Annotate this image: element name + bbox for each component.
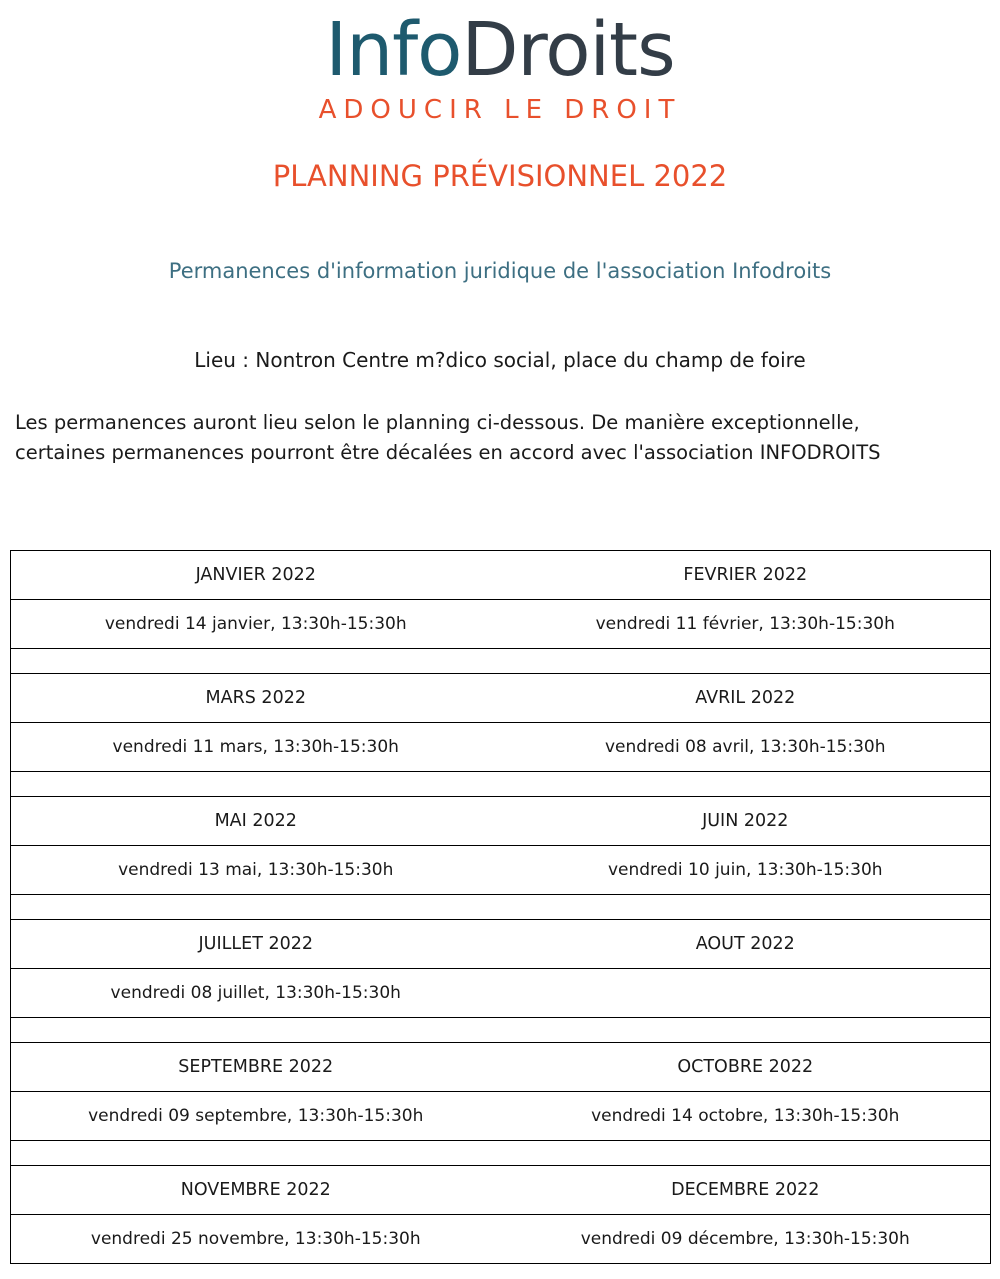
table-row (11, 797, 991, 846)
session-date: vendredi 09 septembre, 13:30h-15:30h (11, 1092, 501, 1141)
spacer-cell (11, 895, 991, 920)
logo-part-info: Info (325, 7, 462, 93)
table-row (11, 846, 991, 895)
session-date: vendredi 08 avril, 13:30h-15:30h (501, 723, 991, 772)
table-row (11, 1092, 991, 1141)
table-row (11, 920, 991, 969)
month-header: MARS 2022 (11, 674, 501, 723)
spacer-row (11, 1018, 991, 1043)
logo-tagline: ADOUCIR LE DROIT (318, 95, 682, 125)
table-row (11, 1215, 991, 1264)
session-date: vendredi 14 janvier, 13:30h-15:30h (11, 600, 501, 649)
intro-line-2: certaines permanences pourront être décalées en accord avec l'association INFODROITS (15, 441, 881, 464)
table-row (11, 969, 991, 1018)
page-title: PLANNING PRÉVISIONNEL 2022 (272, 159, 728, 193)
location-text: Lieu : Nontron Centre m?dico social, place du champ de foire (194, 348, 806, 372)
spacer-cell (11, 772, 991, 797)
session-date: vendredi 14 octobre, 13:30h-15:30h (501, 1092, 991, 1141)
month-header: JUILLET 2022 (11, 920, 501, 969)
spacer-row (11, 1141, 991, 1166)
month-header: DECEMBRE 2022 (501, 1166, 991, 1215)
intro-paragraph (15, 408, 990, 468)
session-date: vendredi 10 juin, 13:30h-15:30h (501, 846, 991, 895)
month-header: AOUT 2022 (501, 920, 991, 969)
session-date: vendredi 25 novembre, 13:30h-15:30h (11, 1215, 501, 1264)
spacer-row (11, 772, 991, 797)
table-row (11, 600, 991, 649)
month-header: JUIN 2022 (501, 797, 991, 846)
month-header: AVRIL 2022 (501, 674, 991, 723)
table-row (11, 1043, 991, 1092)
session-date: vendredi 13 mai, 13:30h-15:30h (11, 846, 501, 895)
spacer-cell (11, 649, 991, 674)
schedule-table (10, 550, 991, 1264)
table-row (11, 1166, 991, 1215)
month-header: SEPTEMBRE 2022 (11, 1043, 501, 1092)
session-date: vendredi 11 mars, 13:30h-15:30h (11, 723, 501, 772)
month-header: JANVIER 2022 (11, 551, 501, 600)
month-header: OCTOBRE 2022 (501, 1043, 991, 1092)
spacer-cell (11, 1141, 991, 1166)
table-row (11, 674, 991, 723)
intro-line-1: Les permanences auront lieu selon le planning ci-dessous. De manière exceptionnelle, (15, 411, 860, 434)
table-row (11, 723, 991, 772)
session-date: vendredi 11 février, 13:30h-15:30h (501, 600, 991, 649)
session-date: vendredi 08 juillet, 13:30h-15:30h (11, 969, 501, 1018)
spacer-row (11, 649, 991, 674)
month-header: MAI 2022 (11, 797, 501, 846)
session-date: vendredi 09 décembre, 13:30h-15:30h (501, 1215, 991, 1264)
logo-wordmark (0, 7, 1000, 93)
infodroits-logo (0, 0, 1000, 130)
logo-part-droits: Droits (461, 7, 675, 93)
session-date (501, 969, 991, 1018)
month-header: FEVRIER 2022 (501, 551, 991, 600)
page-subtitle: Permanences d'information juridique de l'association Infodroits (168, 259, 832, 283)
month-header: NOVEMBRE 2022 (11, 1166, 501, 1215)
spacer-row (11, 895, 991, 920)
table-row (11, 551, 991, 600)
spacer-cell (11, 1018, 991, 1043)
